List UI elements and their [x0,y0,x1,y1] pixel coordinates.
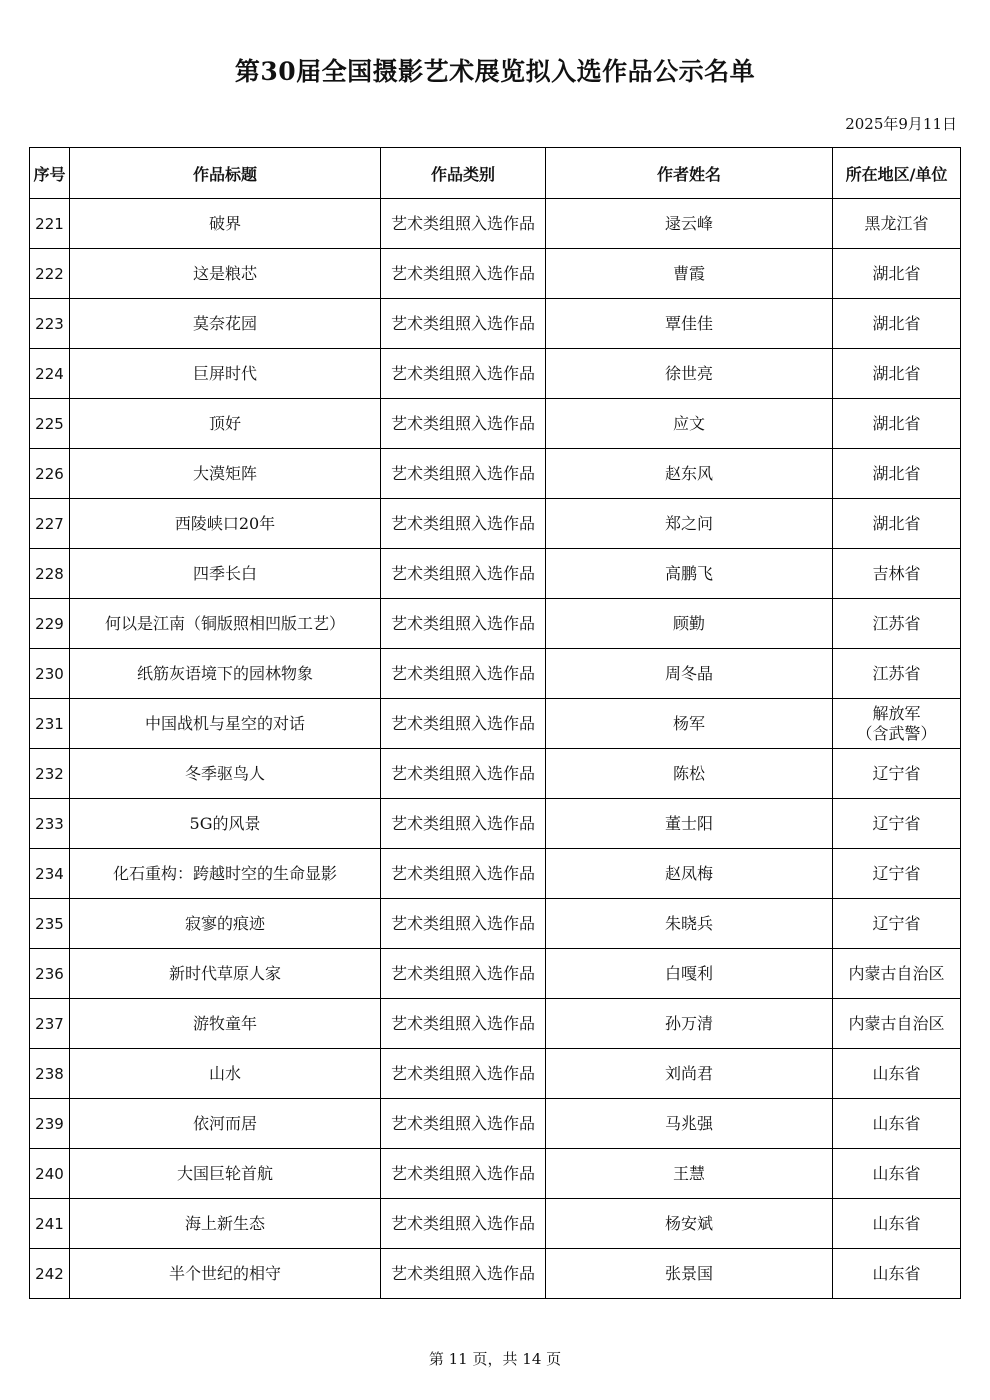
cell-region: 江苏省 [833,599,961,649]
table-row [30,1049,961,1099]
cell-author: 覃佳佳 [546,299,833,349]
cell-no: 228 [30,549,70,599]
table-row [30,899,961,949]
footer-current-page: 11 [448,1350,468,1368]
cell-author: 陈松 [546,749,833,799]
cell-work-title: 西陵峡口20年 [70,499,381,549]
cell-region: 辽宁省 [833,899,961,949]
cell-work-title: 这是粮芯 [70,249,381,299]
cell-author: 周冬晶 [546,649,833,699]
cell-category: 艺术类组照入选作品 [381,549,546,599]
cell-work-title: 山水 [70,1049,381,1099]
cell-region: 内蒙古自治区 [833,999,961,1049]
cell-region: 江苏省 [833,649,961,699]
cell-work-title: 大漠矩阵 [70,449,381,499]
cell-author: 张景国 [546,1249,833,1299]
cell-no: 221 [30,199,70,249]
cell-category: 艺术类组照入选作品 [381,899,546,949]
page-footer [0,1348,990,1369]
table-row [30,1199,961,1249]
cell-category: 艺术类组照入选作品 [381,649,546,699]
cell-work-title: 半个世纪的相守 [70,1249,381,1299]
cell-no: 225 [30,399,70,449]
cell-no: 229 [30,599,70,649]
cell-category: 艺术类组照入选作品 [381,199,546,249]
cell-no: 242 [30,1249,70,1299]
cell-region: 山东省 [833,1199,961,1249]
table-row [30,199,961,249]
table-row [30,1249,961,1299]
cell-author: 逯云峰 [546,199,833,249]
header-no: 序号 [30,148,70,199]
cell-work-title: 寂寥的痕迹 [70,899,381,949]
table-row [30,849,961,899]
cell-category: 艺术类组照入选作品 [381,1149,546,1199]
cell-region: 辽宁省 [833,799,961,849]
table-header-row [30,148,961,199]
cell-author: 曹霞 [546,249,833,299]
cell-no: 232 [30,749,70,799]
cell-author: 孙万清 [546,999,833,1049]
cell-author: 杨安斌 [546,1199,833,1249]
cell-author: 顾勤 [546,599,833,649]
table-row [30,299,961,349]
cell-region: 辽宁省 [833,849,961,899]
cell-region: 山东省 [833,1249,961,1299]
cell-work-title: 5G的风景 [70,799,381,849]
cell-author: 朱晓兵 [546,899,833,949]
table-row [30,249,961,299]
cell-work-title: 莫奈花园 [70,299,381,349]
cell-work-title: 依河而居 [70,1099,381,1149]
cell-no: 231 [30,699,70,749]
cell-region: 解放军 （含武警） [833,699,961,749]
cell-region: 湖北省 [833,449,961,499]
cell-category: 艺术类组照入选作品 [381,1099,546,1149]
cell-category: 艺术类组照入选作品 [381,499,546,549]
cell-author: 赵东风 [546,449,833,499]
cell-no: 230 [30,649,70,699]
cell-work-title: 何以是江南（铜版照相凹版工艺） [70,599,381,649]
cell-no: 233 [30,799,70,849]
header-category: 作品类别 [381,148,546,199]
cell-region: 湖北省 [833,399,961,449]
cell-category: 艺术类组照入选作品 [381,749,546,799]
cell-no: 240 [30,1149,70,1199]
cell-author: 白嘎利 [546,949,833,999]
cell-author: 刘尚君 [546,1049,833,1099]
cell-work-title: 游牧童年 [70,999,381,1049]
header-author: 作者姓名 [546,148,833,199]
header-region: 所在地区/单位 [833,148,961,199]
table-row [30,549,961,599]
cell-category: 艺术类组照入选作品 [381,799,546,849]
cell-author: 赵凤梅 [546,849,833,899]
cell-author: 董士阳 [546,799,833,849]
cell-work-title: 破界 [70,199,381,249]
cell-region: 山东省 [833,1049,961,1099]
footer-prefix: 第 [428,1350,444,1368]
cell-category: 艺术类组照入选作品 [381,599,546,649]
cell-category: 艺术类组照入选作品 [381,1249,546,1299]
cell-work-title: 新时代草原人家 [70,949,381,999]
table-row [30,999,961,1049]
cell-work-title: 纸筋灰语境下的园林物象 [70,649,381,699]
table-row [30,1149,961,1199]
cell-category: 艺术类组照入选作品 [381,449,546,499]
cell-work-title: 顶好 [70,399,381,449]
cell-region: 山东省 [833,1099,961,1149]
cell-region: 湖北省 [833,499,961,549]
table-row [30,599,961,649]
cell-region: 辽宁省 [833,749,961,799]
cell-no: 237 [30,999,70,1049]
table-row [30,499,961,549]
cell-category: 艺术类组照入选作品 [381,249,546,299]
footer-middle: 页，共 [472,1350,518,1368]
cell-region: 吉林省 [833,549,961,599]
table-row [30,449,961,499]
cell-work-title: 四季长白 [70,549,381,599]
cell-work-title: 化石重构：跨越时空的生命显影 [70,849,381,899]
header-work-title: 作品标题 [70,148,381,199]
table-row [30,1099,961,1149]
table-row [30,799,961,849]
cell-no: 234 [30,849,70,899]
cell-category: 艺术类组照入选作品 [381,849,546,899]
table-row [30,699,961,749]
cell-no: 227 [30,499,70,549]
cell-no: 241 [30,1199,70,1249]
cell-author: 应文 [546,399,833,449]
footer-suffix: 页 [546,1350,562,1368]
cell-no: 238 [30,1049,70,1099]
cell-category: 艺术类组照入选作品 [381,699,546,749]
table-row [30,949,961,999]
cell-category: 艺术类组照入选作品 [381,1199,546,1249]
cell-no: 226 [30,449,70,499]
cell-category: 艺术类组照入选作品 [381,349,546,399]
cell-no: 222 [30,249,70,299]
table-row [30,649,961,699]
publish-date: 2025年9月11日 [845,115,957,133]
cell-work-title: 大国巨轮首航 [70,1149,381,1199]
cell-region: 黑龙江省 [833,199,961,249]
cell-work-title: 冬季驱鸟人 [70,749,381,799]
candidate-table [29,147,961,1299]
cell-no: 235 [30,899,70,949]
cell-work-title: 海上新生态 [70,1199,381,1249]
cell-author: 王慧 [546,1149,833,1199]
cell-work-title: 巨屏时代 [70,349,381,399]
table-row [30,399,961,449]
cell-region: 湖北省 [833,299,961,349]
cell-author: 徐世亮 [546,349,833,399]
cell-author: 郑之问 [546,499,833,549]
page-title: 第30届全国摄影艺术展览拟入选作品公示名单 [234,57,756,86]
cell-author: 杨军 [546,699,833,749]
cell-author: 马兆强 [546,1099,833,1149]
cell-category: 艺术类组照入选作品 [381,1049,546,1099]
cell-work-title: 中国战机与星空的对话 [70,699,381,749]
table-row [30,749,961,799]
cell-no: 224 [30,349,70,399]
cell-no: 236 [30,949,70,999]
table-row [30,349,961,399]
footer-total-pages: 14 [522,1350,542,1368]
cell-category: 艺术类组照入选作品 [381,399,546,449]
cell-category: 艺术类组照入选作品 [381,949,546,999]
cell-author: 高鹏飞 [546,549,833,599]
cell-category: 艺术类组照入选作品 [381,999,546,1049]
cell-category: 艺术类组照入选作品 [381,299,546,349]
cell-region: 湖北省 [833,249,961,299]
cell-region: 山东省 [833,1149,961,1199]
cell-region: 内蒙古自治区 [833,949,961,999]
cell-no: 239 [30,1099,70,1149]
cell-no: 223 [30,299,70,349]
cell-region: 湖北省 [833,349,961,399]
